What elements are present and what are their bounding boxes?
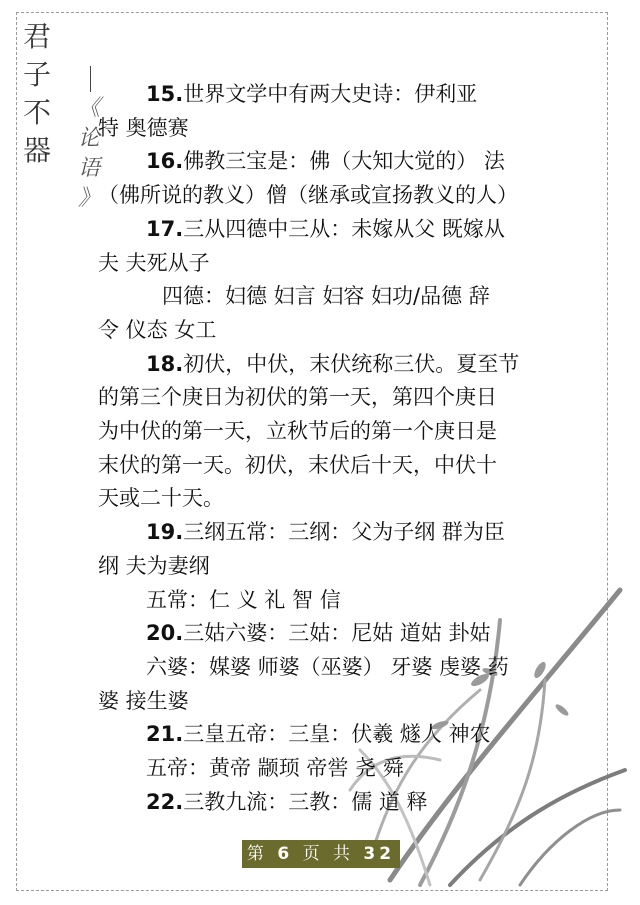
list-item-continued: （佛所说的教义）僧（继承或宣扬教义的人）	[98, 183, 518, 208]
item-number: 19.	[146, 520, 184, 545]
list-subitem: 六婆：媒婆 师婆（巫婆） 牙婆 虔婆 药	[146, 654, 509, 679]
footer-suffix: 页	[310, 872, 332, 892]
list-item-continued: 令 仪态 女工	[98, 317, 217, 342]
item-text: 三皇五帝：三皇：伏羲 燧人 神农	[183, 722, 491, 747]
list-item-continued: 为中伏的第一天，立秋节后的第一个庚日是	[98, 419, 497, 444]
footer-middle: 页 共	[302, 844, 354, 864]
list-item	[98, 516, 556, 550]
item-number: 16.	[146, 149, 184, 174]
list-item	[98, 718, 556, 752]
total-pages: 32	[363, 844, 396, 864]
list-subitem: 四德：妇德 妇言 妇容 妇功/品德 辞	[162, 284, 490, 309]
list-item	[98, 786, 556, 820]
vertical-title	[20, 18, 54, 170]
item-number: 22.	[146, 789, 184, 814]
footer-prefix: 第	[246, 844, 268, 864]
item-text: 佛教三宝是：佛（大知大觉的） 法	[183, 149, 505, 174]
list-subitem: 五帝：黄帝 颛顼 帝喾 尧 舜	[146, 756, 404, 781]
list-item	[98, 348, 556, 382]
document-body	[98, 78, 556, 819]
list-item-continued: 婆 接生婆	[98, 688, 189, 713]
title-char: 君	[22, 20, 51, 53]
list-item-continued: 特 奥德赛	[98, 115, 189, 140]
source-char: 》	[77, 186, 100, 211]
source-char: 论	[77, 126, 100, 151]
item-text: 三姑六婆：三姑：尼姑 道姑 卦姑	[183, 621, 491, 646]
item-number: 15.	[146, 82, 184, 106]
item-number: 17.	[146, 216, 184, 241]
title-char: 不	[22, 96, 51, 129]
list-subitem: 五常：仁 义 礼 智 信	[146, 587, 341, 612]
item-text: 世界文学中有两大史诗：伊利亚	[183, 82, 478, 106]
list-item	[98, 213, 556, 247]
item-text: 三纲五常：三纲：父为子纲 群为臣	[183, 520, 505, 545]
title-char: 器	[22, 134, 51, 167]
list-item-continued: 夫 夫死从子	[98, 250, 210, 275]
current-page: 6	[277, 844, 294, 864]
list-item-continued: 的第三个庚日为初伏的第一天，第四个庚日	[98, 385, 497, 410]
title-dash	[90, 66, 91, 92]
list-item-continued: 纲 夫为妻纲	[98, 553, 210, 578]
item-number: 18.	[146, 351, 184, 376]
item-number: 21.	[146, 722, 184, 747]
page-number-footer	[242, 840, 400, 892]
list-item-continued: 天或二十天。	[98, 486, 224, 511]
item-text: 初伏，中伏，末伏统称三伏。夏至节	[183, 351, 520, 376]
item-text: 三教九流：三教：儒 道 释	[183, 789, 428, 814]
item-number: 20.	[146, 621, 184, 646]
list-item	[98, 617, 556, 651]
list-item-continued: 末伏的第一天。初伏，末伏后十天，中伏十	[98, 452, 497, 477]
source-char: 《	[77, 96, 100, 121]
item-text: 三从四德中三从：未嫁从父 既嫁从	[183, 216, 505, 241]
source-char: 语	[77, 156, 100, 181]
list-item	[98, 145, 556, 179]
title-char: 子	[22, 58, 51, 91]
list-item	[98, 78, 556, 112]
